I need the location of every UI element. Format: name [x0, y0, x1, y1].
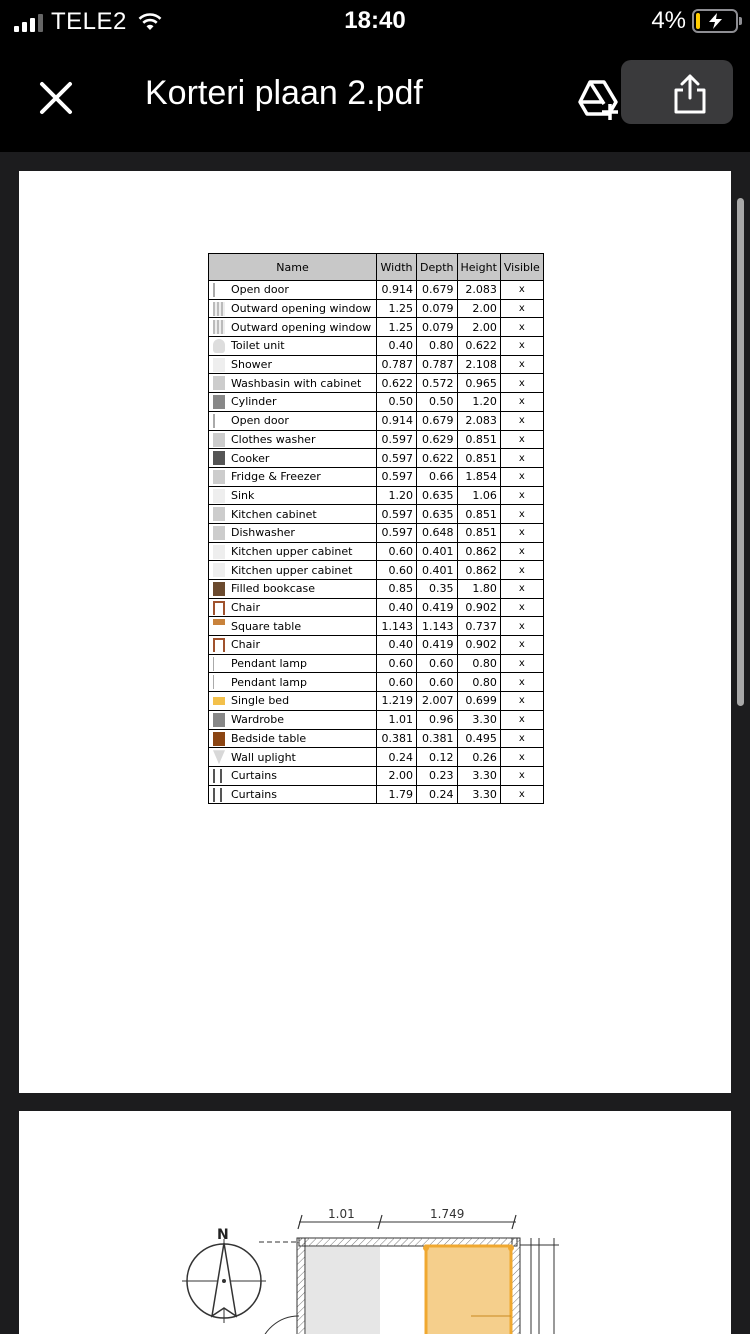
- item-name: Curtains: [231, 769, 277, 783]
- item-name: Washbasin with cabinet: [231, 376, 362, 390]
- name-cell: [209, 486, 377, 505]
- depth-cell: 0.419: [417, 598, 458, 617]
- name-cell: [209, 785, 377, 804]
- item-name: Curtains: [231, 787, 277, 801]
- depth-cell: 1.143: [417, 617, 458, 636]
- width-cell: 0.40: [377, 598, 417, 617]
- visible-cell: x: [500, 355, 543, 374]
- table-row: [209, 617, 544, 636]
- table-row: [209, 449, 544, 468]
- close-icon[interactable]: [36, 78, 76, 118]
- depth-cell: 0.635: [417, 486, 458, 505]
- visible-cell: x: [500, 449, 543, 468]
- name-cell: [209, 729, 377, 748]
- width-cell: 1.143: [377, 617, 417, 636]
- name-cell: [209, 561, 377, 580]
- width-cell: 0.60: [377, 561, 417, 580]
- height-cell: 0.737: [457, 617, 500, 636]
- north-compass-icon: [182, 1239, 266, 1323]
- height-cell: 3.30: [457, 766, 500, 785]
- width-cell: 0.50: [377, 393, 417, 412]
- width-cell: 0.597: [377, 430, 417, 449]
- clock: 18:40: [344, 7, 406, 34]
- name-cell: [209, 355, 377, 374]
- visible-cell: x: [500, 337, 543, 356]
- name-cell: [209, 692, 377, 711]
- table-row: [209, 355, 544, 374]
- visible-cell: x: [500, 692, 543, 711]
- depth-cell: 0.629: [417, 430, 458, 449]
- table-row: [209, 318, 544, 337]
- visible-cell: x: [500, 748, 543, 767]
- name-cell: [209, 430, 377, 449]
- cabinet-icon: [213, 470, 225, 484]
- table-row: [209, 710, 544, 729]
- visible-cell: x: [500, 580, 543, 599]
- name-cell: [209, 766, 377, 785]
- item-name: Dishwasher: [231, 526, 295, 540]
- height-cell: 0.851: [457, 449, 500, 468]
- name-cell: [209, 748, 377, 767]
- table-row: [209, 636, 544, 655]
- name-cell: [209, 542, 377, 561]
- cabinet-icon: [213, 507, 225, 521]
- width-cell: 0.24: [377, 748, 417, 767]
- item-name: Outward opening window: [231, 302, 372, 316]
- name-cell: [209, 449, 377, 468]
- depth-cell: 0.635: [417, 505, 458, 524]
- depth-cell: 0.12: [417, 748, 458, 767]
- item-name: Wall uplight: [231, 750, 296, 764]
- table-row: [209, 580, 544, 599]
- width-cell: 0.597: [377, 523, 417, 542]
- item-name: Bedside table: [231, 731, 307, 745]
- item-name: Cooker: [231, 451, 270, 465]
- depth-cell: 0.622: [417, 449, 458, 468]
- height-cell: 2.108: [457, 355, 500, 374]
- visible-cell: x: [500, 598, 543, 617]
- height-cell: 2.00: [457, 299, 500, 318]
- name-cell: [209, 523, 377, 542]
- cabinet-icon: [213, 526, 225, 540]
- dimension-label-1: 1.01: [328, 1207, 355, 1221]
- name-cell: [209, 636, 377, 655]
- name-cell: [209, 374, 377, 393]
- depth-cell: 0.381: [417, 729, 458, 748]
- table-row: [209, 785, 544, 804]
- item-name: Clothes washer: [231, 432, 316, 446]
- table-row: [209, 467, 544, 486]
- curtain-icon: [213, 788, 222, 802]
- status-right: [651, 7, 738, 35]
- name-cell: [209, 617, 377, 636]
- item-name: Chair: [231, 601, 260, 615]
- item-name: Open door: [231, 283, 289, 297]
- height-cell: 1.80: [457, 580, 500, 599]
- item-name: Sink: [231, 488, 255, 502]
- item-name: Kitchen upper cabinet: [231, 563, 353, 577]
- item-name: Cylinder: [231, 395, 277, 409]
- table-row: [209, 523, 544, 542]
- visible-cell: x: [500, 785, 543, 804]
- item-name: Filled bookcase: [231, 582, 316, 596]
- height-cell: 2.00: [457, 318, 500, 337]
- name-cell: [209, 580, 377, 599]
- table-row: [209, 411, 544, 430]
- furniture-table: [208, 253, 544, 804]
- width-cell: 1.20: [377, 486, 417, 505]
- table-row: [209, 299, 544, 318]
- depth-cell: 0.787: [417, 355, 458, 374]
- depth-cell: 2.007: [417, 692, 458, 711]
- width-cell: 0.85: [377, 580, 417, 599]
- height-cell: 1.20: [457, 393, 500, 412]
- height-cell: 3.30: [457, 710, 500, 729]
- item-name: Open door: [231, 414, 289, 428]
- col-header-visible: Visible: [500, 254, 543, 281]
- item-name: Outward opening window: [231, 320, 372, 334]
- table-icon: [213, 619, 225, 625]
- door-icon: [213, 414, 225, 428]
- table-row: [209, 505, 544, 524]
- width-cell: 0.787: [377, 355, 417, 374]
- width-cell: 2.00: [377, 766, 417, 785]
- height-cell: 2.083: [457, 411, 500, 430]
- curtain-icon: [213, 769, 222, 783]
- vertical-scrollbar[interactable]: [737, 198, 744, 706]
- depth-cell: 0.419: [417, 636, 458, 655]
- name-cell: [209, 281, 377, 300]
- visible-cell: x: [500, 430, 543, 449]
- bedside-icon: [213, 732, 225, 746]
- name-cell: [209, 299, 377, 318]
- name-cell: [209, 654, 377, 673]
- visible-cell: x: [500, 281, 543, 300]
- name-cell: [209, 598, 377, 617]
- height-cell: 0.862: [457, 561, 500, 580]
- table-row: [209, 393, 544, 412]
- table-row: [209, 598, 544, 617]
- cabinet-icon: [213, 376, 225, 390]
- visible-cell: x: [500, 636, 543, 655]
- carrier-name: TELE2: [51, 8, 127, 35]
- table-row: [209, 486, 544, 505]
- width-cell: 1.25: [377, 318, 417, 337]
- height-cell: 0.902: [457, 636, 500, 655]
- item-name: Square table: [231, 619, 302, 633]
- table-row: [209, 654, 544, 673]
- depth-cell: 0.401: [417, 542, 458, 561]
- item-name: Shower: [231, 358, 272, 372]
- depth-cell: 0.648: [417, 523, 458, 542]
- depth-cell: 0.66: [417, 467, 458, 486]
- width-cell: 0.60: [377, 654, 417, 673]
- col-header-depth: Depth: [417, 254, 458, 281]
- item-name: Single bed: [231, 694, 290, 708]
- visible-cell: x: [500, 617, 543, 636]
- depth-cell: 0.079: [417, 299, 458, 318]
- width-cell: 0.914: [377, 411, 417, 430]
- bed-icon: [213, 697, 225, 705]
- width-cell: 0.597: [377, 467, 417, 486]
- viewer-toolbar: [0, 44, 750, 152]
- item-name: Wardrobe: [231, 713, 284, 727]
- toilet-icon: [213, 339, 225, 353]
- pdf-viewer[interactable]: [0, 152, 750, 1334]
- col-header-width: Width: [377, 254, 417, 281]
- width-cell: 1.25: [377, 299, 417, 318]
- depth-cell: 0.60: [417, 673, 458, 692]
- table-row: [209, 374, 544, 393]
- col-header-name: Name: [209, 254, 377, 281]
- height-cell: 0.851: [457, 505, 500, 524]
- name-cell: [209, 393, 377, 412]
- width-cell: 0.597: [377, 449, 417, 468]
- add-to-drive-icon[interactable]: [574, 74, 622, 122]
- height-cell: 0.80: [457, 654, 500, 673]
- width-cell: 1.01: [377, 710, 417, 729]
- table-row: [209, 692, 544, 711]
- battery-icon: [692, 9, 738, 33]
- height-cell: 0.495: [457, 729, 500, 748]
- chair-icon: [213, 601, 225, 615]
- item-name: Chair: [231, 638, 260, 652]
- width-cell: 0.622: [377, 374, 417, 393]
- col-header-height: Height: [457, 254, 500, 281]
- shower-icon: [213, 358, 225, 372]
- furniture-table-body: [209, 281, 544, 804]
- cyl-icon: [213, 713, 225, 727]
- name-cell: [209, 318, 377, 337]
- depth-cell: 0.572: [417, 374, 458, 393]
- name-cell: [209, 505, 377, 524]
- depth-cell: 0.23: [417, 766, 458, 785]
- pdf-page-1: [19, 171, 731, 1093]
- window-icon: [213, 302, 225, 316]
- document-title: Korteri plaan 2.pdf: [145, 74, 423, 112]
- visible-cell: x: [500, 766, 543, 785]
- height-cell: 0.851: [457, 523, 500, 542]
- height-cell: 0.862: [457, 542, 500, 561]
- depth-cell: 0.24: [417, 785, 458, 804]
- lamp-icon: [213, 657, 225, 671]
- visible-cell: x: [500, 673, 543, 692]
- dimension-label-2: 1.749: [430, 1207, 465, 1221]
- table-row: [209, 430, 544, 449]
- visible-cell: x: [500, 486, 543, 505]
- width-cell: 1.219: [377, 692, 417, 711]
- width-cell: 0.381: [377, 729, 417, 748]
- height-cell: 2.083: [457, 281, 500, 300]
- pdf-page-2: [19, 1111, 731, 1334]
- table-header-row: [209, 254, 544, 281]
- height-cell: 0.699: [457, 692, 500, 711]
- table-row: [209, 673, 544, 692]
- visible-cell: x: [500, 411, 543, 430]
- width-cell: 1.79: [377, 785, 417, 804]
- name-cell: [209, 337, 377, 356]
- height-cell: 3.30: [457, 785, 500, 804]
- shower-icon: [213, 563, 225, 577]
- height-cell: 1.06: [457, 486, 500, 505]
- height-cell: 0.26: [457, 748, 500, 767]
- floor-plan: [19, 1111, 731, 1334]
- visible-cell: x: [500, 542, 543, 561]
- depth-cell: 0.679: [417, 411, 458, 430]
- width-cell: 0.40: [377, 636, 417, 655]
- height-cell: 0.80: [457, 673, 500, 692]
- item-name: Fridge & Freezer: [231, 470, 321, 484]
- width-cell: 0.40: [377, 337, 417, 356]
- lamp-icon: [213, 675, 225, 689]
- visible-cell: x: [500, 710, 543, 729]
- depth-cell: 0.079: [417, 318, 458, 337]
- visible-cell: x: [500, 299, 543, 318]
- name-cell: [209, 411, 377, 430]
- depth-cell: 0.60: [417, 654, 458, 673]
- uplight-icon: [213, 750, 225, 764]
- height-cell: 1.854: [457, 467, 500, 486]
- table-row: [209, 542, 544, 561]
- visible-cell: x: [500, 523, 543, 542]
- depth-cell: 0.401: [417, 561, 458, 580]
- shower-icon: [213, 489, 225, 503]
- share-icon: [673, 74, 707, 114]
- bed-shape: [426, 1246, 511, 1334]
- dark-icon: [213, 451, 225, 465]
- shower-icon: [213, 545, 225, 559]
- height-cell: 0.965: [457, 374, 500, 393]
- width-cell: 0.60: [377, 673, 417, 692]
- visible-cell: x: [500, 318, 543, 337]
- table-row: [209, 337, 544, 356]
- visible-cell: x: [500, 374, 543, 393]
- width-cell: 0.914: [377, 281, 417, 300]
- chair-icon: [213, 638, 225, 652]
- table-row: [209, 729, 544, 748]
- table-row: [209, 561, 544, 580]
- visible-cell: x: [500, 729, 543, 748]
- visible-cell: x: [500, 393, 543, 412]
- height-cell: 0.622: [457, 337, 500, 356]
- door-icon: [213, 283, 225, 297]
- charging-bolt-icon: [706, 12, 726, 30]
- table-row: [209, 281, 544, 300]
- visible-cell: x: [500, 654, 543, 673]
- item-name: Toilet unit: [231, 339, 285, 353]
- depth-cell: 0.679: [417, 281, 458, 300]
- visible-cell: x: [500, 467, 543, 486]
- book-icon: [213, 582, 225, 596]
- depth-cell: 0.96: [417, 710, 458, 729]
- item-name: Pendant lamp: [231, 657, 307, 671]
- cabinet-icon: [213, 433, 225, 447]
- depth-cell: 0.80: [417, 337, 458, 356]
- cyl-icon: [213, 395, 225, 409]
- width-cell: 0.597: [377, 505, 417, 524]
- name-cell: [209, 467, 377, 486]
- share-button[interactable]: [621, 60, 733, 124]
- table-row: [209, 748, 544, 767]
- item-name: Kitchen cabinet: [231, 507, 317, 521]
- name-cell: [209, 710, 377, 729]
- height-cell: 0.851: [457, 430, 500, 449]
- name-cell: [209, 673, 377, 692]
- table-row: [209, 766, 544, 785]
- depth-cell: 0.50: [417, 393, 458, 412]
- window-icon: [213, 320, 225, 334]
- visible-cell: x: [500, 561, 543, 580]
- height-cell: 0.902: [457, 598, 500, 617]
- depth-cell: 0.35: [417, 580, 458, 599]
- north-label: N: [217, 1227, 229, 1243]
- visible-cell: x: [500, 505, 543, 524]
- status-bar: [0, 0, 750, 44]
- item-name: Kitchen upper cabinet: [231, 544, 353, 558]
- width-cell: 0.60: [377, 542, 417, 561]
- item-name: Pendant lamp: [231, 675, 307, 689]
- battery-percent: 4%: [651, 7, 686, 34]
